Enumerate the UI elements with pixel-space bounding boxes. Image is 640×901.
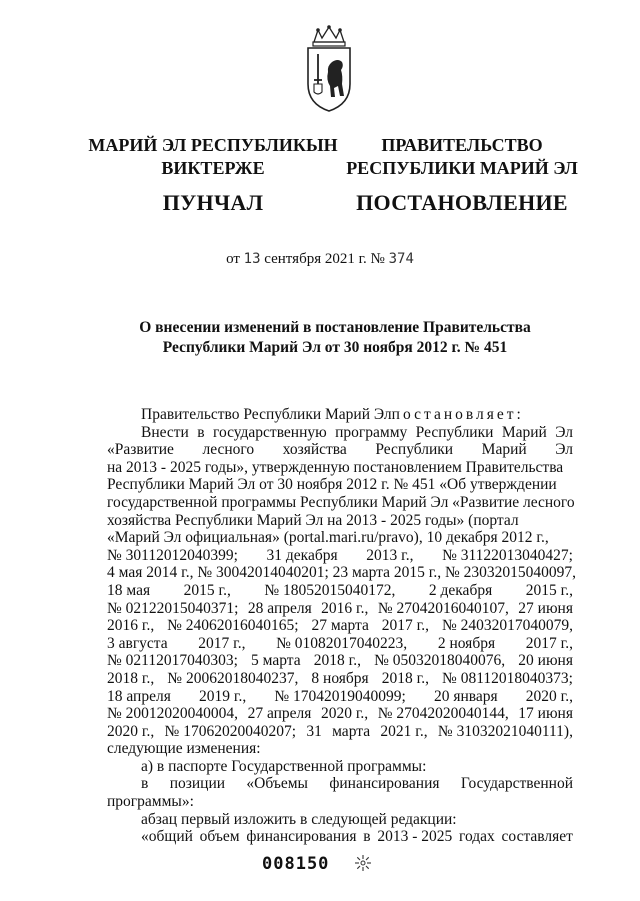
item-position-end-text: программы»: [107, 793, 194, 811]
body-line [107, 582, 573, 600]
body-word: государственную [212, 423, 327, 441]
body-word: 2013 - 2025 [377, 828, 453, 846]
body-word: 8 ноября [311, 669, 369, 687]
body-word: Внести [141, 423, 189, 441]
date-middle: сентября 2021 г. № [260, 251, 389, 267]
body-line [107, 476, 573, 494]
title-line1: О внесении изменений в постановление Правительства [139, 319, 531, 336]
date-day: 13 [243, 251, 261, 267]
body-word: на 2013 - 2025 годы», утвержденную постановлением Правительства [107, 458, 564, 476]
item-a-text: а) в паспорте Государственной программы: [141, 757, 427, 775]
body-word: 2015 г., [183, 581, 231, 599]
body-word: 27 марта [311, 617, 369, 635]
body-word: 27 июня [518, 599, 573, 617]
body-word: позиции [169, 775, 226, 793]
body-word: № 17042019040099; [274, 687, 406, 705]
body-line [107, 723, 573, 741]
body-word: финансирования [246, 828, 357, 846]
closing-text: следующие изменения: [107, 740, 261, 758]
body-word: 2 декабря [428, 581, 493, 599]
opening-spaced: постановляет: [391, 406, 524, 423]
body-line [107, 688, 573, 706]
item-position-end-line [107, 793, 573, 811]
body-word: 20 июня [518, 652, 573, 670]
body-word: 2017 г., [381, 617, 430, 635]
body-word: № 27042020040144, [377, 705, 509, 723]
body-word: «Развитие [107, 441, 174, 459]
header-right-line1: ПРАВИТЕЛЬСТВО [381, 135, 543, 155]
body-word: в [197, 423, 205, 441]
document-number: 374 [388, 251, 414, 267]
document-title [100, 318, 570, 358]
body-line [107, 512, 573, 530]
body-word: марта [332, 722, 371, 740]
item-a-line [107, 758, 573, 776]
body-word: 28 апреля [247, 599, 312, 617]
body-word: государственной программы Республики Марий Эл «Развитие лесного [107, 493, 575, 511]
body-word: 18 апреля [107, 687, 171, 705]
item-paragraph-text: абзац первый изложить в следующей редакции: [141, 810, 457, 828]
body-word: объем [199, 828, 240, 846]
item-quote-line [107, 828, 573, 846]
date-prefix: от [226, 251, 244, 267]
body-line [107, 494, 573, 512]
body-word: 2019 г., [198, 687, 247, 705]
body-word: 2 ноября [437, 634, 496, 652]
body-word: лесного [202, 441, 255, 459]
body-word: 31 [306, 722, 322, 740]
body-word: 31 декабря [266, 546, 338, 564]
body-line [107, 547, 573, 565]
body-word: Эл [555, 441, 573, 459]
body-word: № 02112017040303; [107, 652, 238, 670]
header-left-doc-type: ПУНЧАЛ [162, 190, 264, 215]
title-line2: Республики Марий Эл от 30 ноября 2012 г. № 451 [162, 339, 508, 356]
body-word: № 30112012040399; [107, 546, 238, 564]
header-right-line2: РЕСПУБЛИКИ МАРИЙ ЭЛ [346, 158, 578, 178]
body-word: Государственной [460, 775, 573, 793]
body-word: Республики Марий Эл от 30 ноября 2012 г. № 451 «Об утверждении [107, 476, 557, 494]
body-word: 4 мая 2014 г., № 30042014040201; 23 марта 2015 г., № 23032015040097, [107, 564, 577, 582]
body-line [107, 635, 573, 653]
body-word: 5 марта [251, 652, 301, 670]
body-word: № 31122013040427; [442, 546, 573, 564]
body-word: 2016 г., [107, 617, 155, 635]
body-word: составляет [501, 828, 573, 846]
opening-text: Правительство Республики Марий Эл [141, 406, 392, 423]
body-word: 17 июня [518, 705, 573, 723]
body-word: № 01082017040223, [276, 634, 408, 652]
body-word: «Объемы [246, 775, 308, 793]
star-mark-icon [354, 854, 372, 872]
body-line [107, 441, 573, 459]
opening-line [107, 406, 573, 424]
body-line [107, 529, 573, 547]
body-word: Эл [555, 423, 573, 441]
body-word: «общий [141, 828, 193, 846]
body-word: 2018 г., [107, 669, 155, 687]
body-word: «Марий Эл официальная» (portal.mari.ru/pravo), 10 декабря 2012 г., [107, 529, 549, 547]
body-word: № 20062018040237, [167, 669, 299, 687]
body-line [107, 617, 573, 635]
body-word: финансирования [329, 775, 440, 793]
body-word: 2021 г., [380, 722, 428, 740]
body-word: в [363, 828, 371, 846]
body-word: 2017 г., [525, 634, 573, 652]
body-word: 27 апреля [247, 705, 312, 723]
body-word: 2013 г., [366, 546, 414, 564]
body-line [107, 705, 573, 723]
body-line [107, 459, 573, 477]
body-word: 2018 г., [313, 652, 361, 670]
header-left-line2: ВИКТЕРЖЕ [161, 158, 265, 178]
body-word: 2020 г., [107, 722, 155, 740]
body-word: № 20012020040004, [107, 705, 239, 723]
body-word: № 31032021040111), [437, 722, 573, 740]
body-word: Марий [481, 441, 527, 459]
document-date-line [0, 251, 640, 268]
header-russian-block [320, 134, 604, 214]
body-word: № 24032017040079, [441, 617, 573, 635]
body-word: годах [459, 828, 495, 846]
body-word: хозяйства [282, 441, 347, 459]
body-word: 2016 г., [321, 599, 369, 617]
body-word: 2017 г., [198, 634, 246, 652]
body-word: № 17062020040207; [164, 722, 297, 740]
body-lines [107, 423, 577, 741]
body-word: программу [335, 423, 408, 441]
closing-line [107, 740, 573, 758]
item-position-line [107, 775, 573, 793]
body-word: № 05032018040076, [374, 652, 506, 670]
header-right-doc-type: ПОСТАНОВЛЕНИЕ [356, 190, 568, 215]
body-word: в [141, 775, 149, 793]
body-word: Республики [375, 441, 454, 459]
document-body [107, 406, 577, 846]
body-word: № 08112018040373; [442, 669, 573, 687]
body-word: 2018 г., [381, 669, 429, 687]
item-paragraph-line [107, 811, 573, 829]
body-word: Республики [415, 423, 494, 441]
body-word: № 27042016040107, [377, 599, 509, 617]
body-word: 2020 г., [320, 705, 369, 723]
body-word: 20 января [433, 687, 498, 705]
coat-of-arms-emblem [298, 24, 360, 114]
header-left-line1: МАРИЙ ЭЛ РЕСПУБЛИКЫН [88, 135, 338, 155]
body-word: Марий [501, 423, 547, 441]
body-line [107, 670, 573, 688]
body-word: 2020 г., [525, 687, 573, 705]
body-word: 18 мая [107, 581, 151, 599]
body-word: № 02122015040371; [107, 599, 239, 617]
body-line [107, 564, 577, 582]
body-line [107, 600, 573, 618]
body-word: хозяйства Республики Марий Эл на 2013 - 2025 годы» (портал [107, 511, 519, 529]
body-line [107, 652, 573, 670]
body-word: 2015 г., [525, 581, 573, 599]
serial-number: 008150 [262, 854, 330, 874]
body-word: № 24062016040165; [167, 617, 299, 635]
body-word: 3 августа [107, 634, 168, 652]
body-word: № 18052015040172, [264, 581, 396, 599]
body-line [107, 424, 573, 442]
